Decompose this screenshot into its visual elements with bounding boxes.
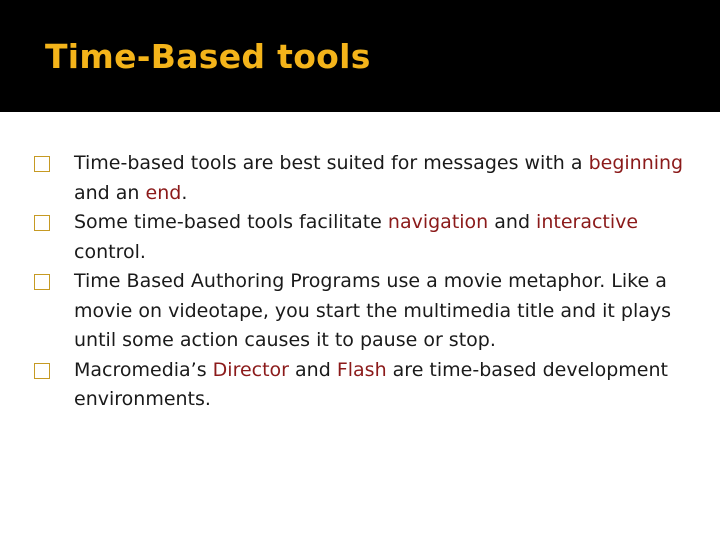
bullet-text-segment: Time-based tools are best suited for messages with a	[74, 152, 589, 174]
emphasis-term: beginning	[588, 152, 684, 174]
title-bar	[0, 0, 720, 112]
bullet-list	[34, 149, 714, 415]
bullet-text-segment: and	[289, 358, 337, 381]
bullet-text-segment: .	[181, 181, 188, 204]
emphasis-term: Director	[212, 358, 289, 381]
bullet-item	[34, 149, 714, 208]
emphasis-term: navigation	[387, 211, 489, 233]
square-bullet-icon	[34, 156, 50, 172]
bullet-text-segment: Macromedia’s	[74, 358, 213, 381]
emphasis-term: interactive	[536, 211, 639, 233]
bullet-item	[34, 208, 714, 267]
bullet-text-segment: Some time-based tools facilitate	[74, 211, 388, 233]
bullet-item	[34, 356, 714, 415]
emphasis-term: Flash	[336, 358, 387, 381]
square-bullet-icon	[34, 363, 50, 379]
emphasis-term: end	[145, 181, 182, 204]
bullet-text-segment: are time-based development environments.	[74, 358, 668, 410]
bullet-text-segment: and an	[74, 181, 146, 204]
bullet-item	[34, 267, 714, 356]
bullet-text-segment: Time Based Authoring Programs use a movie metaphor. Like a movie on videotape, you start the multimedia title and it plays until some action causes it to pause or stop.	[74, 270, 672, 351]
square-bullet-icon	[34, 215, 50, 231]
bullet-text-segment: control.	[74, 240, 146, 263]
square-bullet-icon	[34, 274, 50, 290]
bullet-text-segment: and	[488, 211, 537, 233]
slide-title: Time-Based tools	[45, 37, 371, 76]
